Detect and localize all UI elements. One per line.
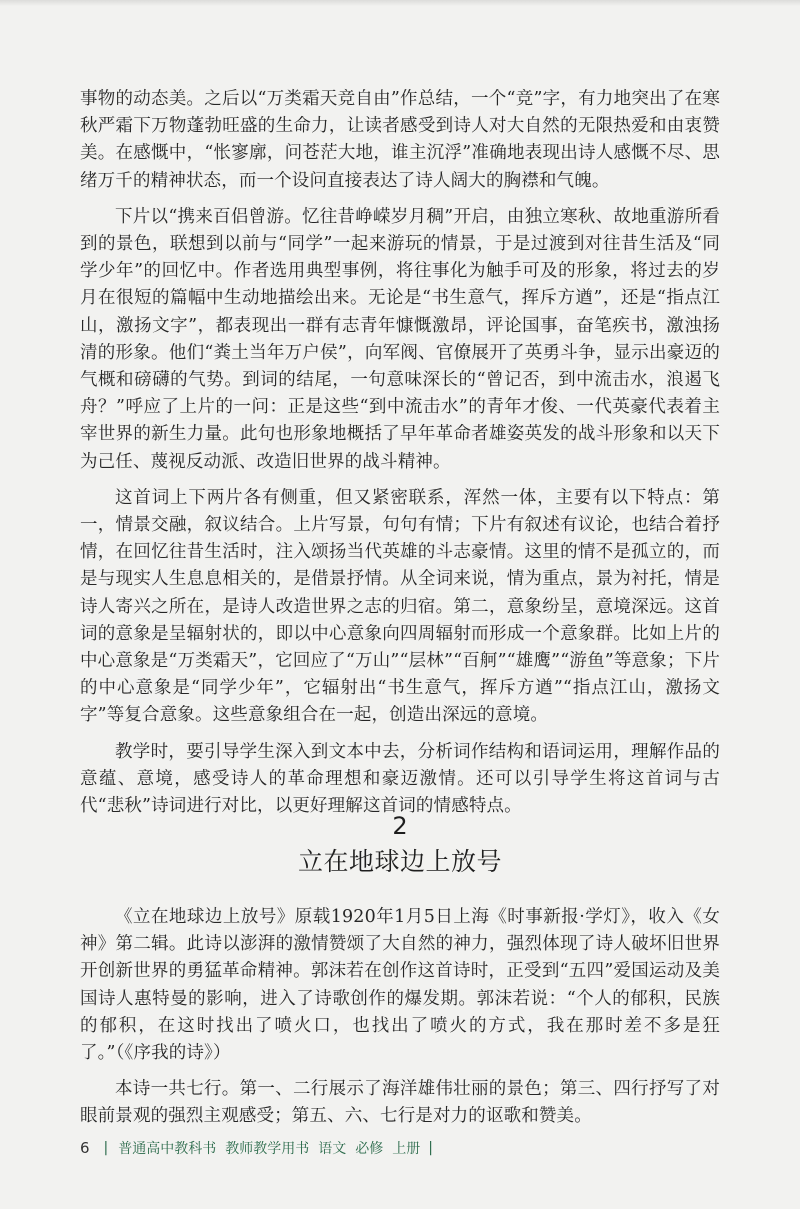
paragraph-6: 本诗一共七行。第一、二行展示了海洋雄伟壮丽的景色；第三、四行抒写了对眼前景观的强烈主观感受；第五、六、七行是对力的讴歌和赞美。: [80, 1079, 720, 1127]
body-text-top: [80, 86, 720, 820]
section-title: 立在地球边上放号: [297, 847, 502, 876]
footer-book-type: 教师教学用书: [225, 1141, 310, 1157]
paragraph-5: 《立在地球边上放号》原载1920年1月5日上海《时事新报·学灯》，收入《女神》第二辑。此诗以澎湃的激情赞颂了大自然的神力，强烈体现了诗人破坏旧世界开创新世界的勇猛革命精神。郭沫若在创作这首诗时，正受到“五四”爱国运动及美国诗人惠特曼的影响，进入了诗歌创作的爆发期。郭沫若说：“个人的郁积，民族的郁积，在这时找出了喷火口，也找出了喷火的方式，我在那时差不多是狂了。”（《序我的诗》）: [80, 907, 720, 1064]
page-number: 6: [80, 1139, 90, 1157]
page-footer: [80, 1138, 433, 1158]
footer-book-series: 普通高中教科书: [118, 1141, 217, 1157]
top-edge: [0, 0, 800, 6]
paragraph-4: 教学时，要引导学生深入到文本中去，分析词作结构和语词运用，理解作品的意蕴、意境，感受诗人的革命理想和豪迈激情。还可以引导学生将这首词与古代“悲秋”诗词进行对比，以更好理解这首词的情感特点。: [80, 741, 720, 817]
paragraph-1: 事物的动态美。之后以“万类霜天竞自由”作总结，一个“竞”字，有力地突出了在寒秋严霜下万物蓬勃旺盛的生命力，让读者感受到诗人对大自然的无限热爱和由衷赞美。在感慨中，“怅寥廓，问苍茫大地，谁主沉浮”准确地表现出诗人感慨不尽、思绪万千的精神状态，而一个设问直接表达了诗人阔大的胸襟和气魄。: [80, 89, 720, 191]
footer-separator-end: |: [428, 1140, 433, 1156]
footer-separator: |: [103, 1140, 109, 1156]
paragraph-2: 下片以“携来百侣曾游。忆往昔峥嵘岁月稠”开启，由独立寒秋、故地重游所看到的景色，联想到以前与“同学”一起来游玩的情景，于是过渡到对往昔生活及“同学少年”的回忆中。作者选用典型事例，将往事化为触手可及的形象，将过去的岁月在很短的篇幅中生动地描绘出来。无论是“书生意气，挥斥方遒”，还是“指点江山，激扬文字”，都表现出一群有志青年慷慨激昂，评论国事，奋笔疾书，激浊扬清的形象。他们“粪土当年万户侯”，向军阀、官僚展开了英勇斗争，显示出豪迈的气概和磅礴的气势。到词的结尾，一句意味深长的“曾记否，到中流击水，浪遏飞舟？”呼应了上片的一问：正是这些“到中流击水”的青年才俊、一代英豪代表着主宰世界的新生力量。此句也形象地概括了早年革命者雄姿英发的战斗形象和以天下为己任、蔑视反动派、改造旧世界的战斗精神。: [80, 206, 720, 472]
section-number: 2: [392, 812, 408, 840]
paragraph-3: 这首词上下两片各有侧重，但又紧密联系，浑然一体，主要有以下特点：第一，情景交融，叙议结合。上片写景，句句有情；下片有叙述有议论，也结合着抒情，在回忆往昔生活时，注入颂扬当代英雄的斗志豪情。这里的情不是孤立的，而是与现实人生息息相关的，是借景抒情。从全词来说，情为重点，景为衬托，情是诗人寄兴之所在，是诗人改造世界之志的归宿。第二，意象纷呈，意境深远。这首词的意象是呈辐射状的，即以中心意象向四周辐射而形成一个意象群。比如上片的中心意象是“万类霜天”，它回应了“万山”“层林”“百舸”“雄鹰”“游鱼”等意象；下片的中心意象是“同学少年”，它辐射出“书生意气，挥斥方遒”“指点江山，激扬文字”等复合意象。这些意象组合在一起，创造出深远的意境。: [80, 487, 720, 726]
footer-volume: 上册: [392, 1141, 421, 1157]
footer-course: 必修: [355, 1141, 384, 1157]
body-text-bottom: [80, 904, 720, 1131]
footer-subject: 语文: [318, 1141, 347, 1157]
